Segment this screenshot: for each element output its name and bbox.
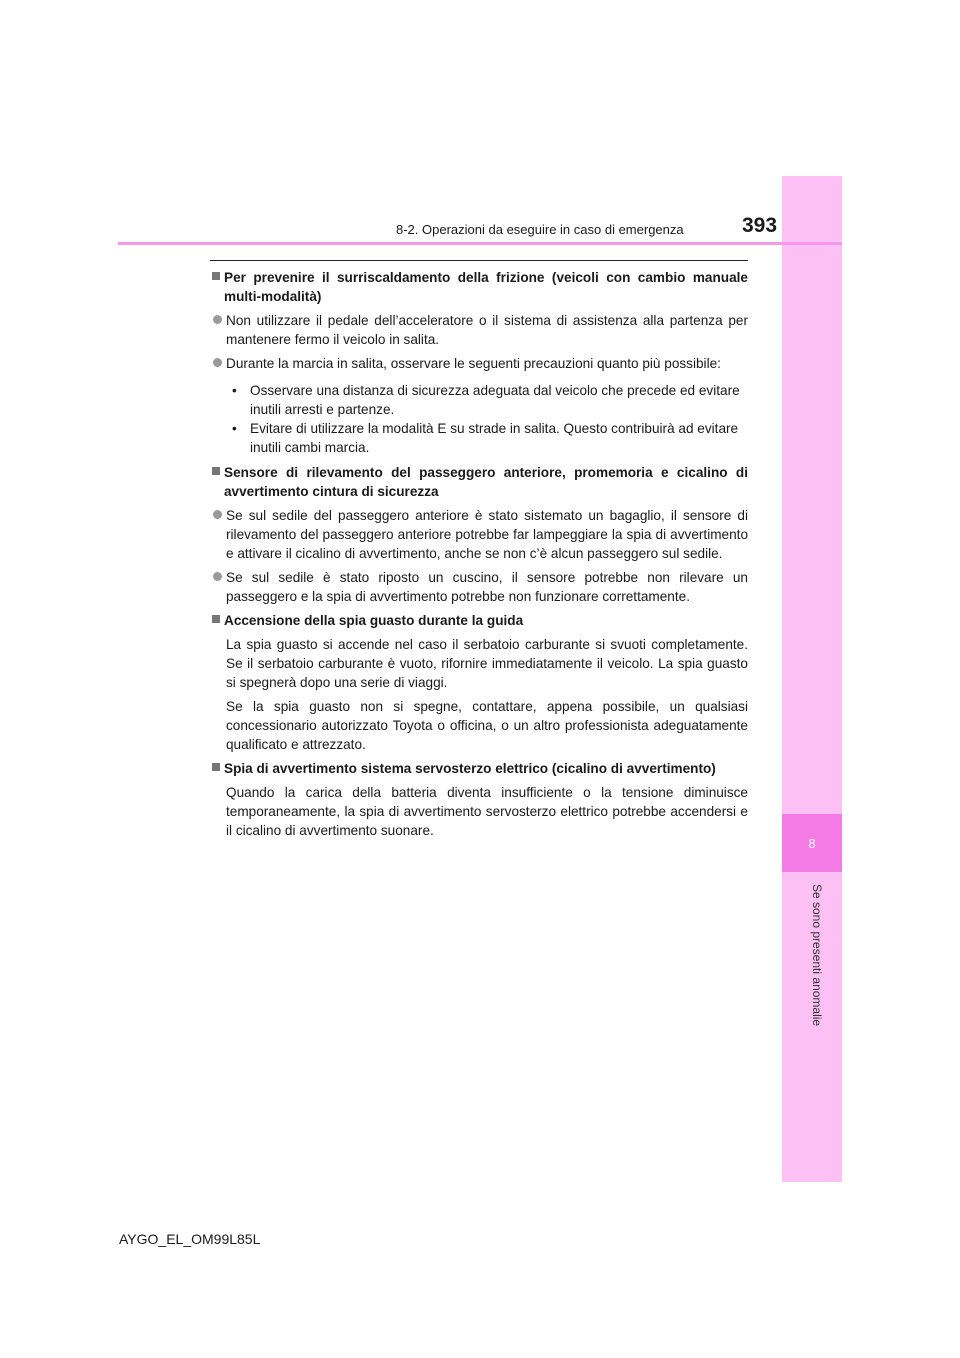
chapter-number-tab[interactable] (782, 814, 842, 872)
bullet-dot-icon (213, 315, 222, 324)
bullet-dot-icon (213, 510, 222, 519)
bullet-text: Se sul sedile del passeggero anteriore è stato sistemato un bagaglio, il sensore di rilevamento del passeggero anteriore potrebbe far lampeggiare la spia di avvertimento e attivare il cicalino di avvertimento, anche se non c’è alcun passeggero sul sedile. (226, 508, 748, 561)
bullet-item (210, 311, 748, 349)
content-divider (210, 260, 748, 261)
section-heading: Accensione della spia guasto durante la guida (210, 611, 748, 630)
bullet-item (210, 354, 748, 373)
paragraph: Se la spia guasto non si spegne, contattare, appena possibile, un qualsiasi concessionario autorizzato Toyota o officina, o un altro professionista adeguatamente qualificato e attrezzato. (226, 699, 748, 752)
bullet-item (210, 506, 748, 563)
header-divider (118, 242, 842, 245)
bullet-text: Se sul sedile è stato riposto un cuscino, il sensore potrebbe non rilevare un passeggero e la spia di avvertimento potrebbe non funzionare correttamente. (226, 570, 748, 604)
section-heading: Sensore di rilevamento del passeggero anteriore, promemoria e cicalino di avvertimento cintura di sicurezza (210, 463, 748, 501)
sub-item: • Evitare di utilizzare la modalità E su strade in salita. Questo contribuirà ad evitare inutili cambi marcia. (210, 419, 748, 457)
paragraph: Quando la carica della batteria diventa insufficiente o la tensione diminuisce temporaneamente, la spia di avvertimento servosterzo elettrico potrebbe accendersi e il cicalino di avvertimento suonare. (226, 785, 748, 838)
chapter-number: 8 (808, 835, 816, 851)
sub-list (210, 381, 748, 457)
page-content (210, 268, 748, 845)
bullet-text: Durante la marcia in salita, osservare le seguenti precauzioni quanto più possibile: (226, 356, 721, 371)
chapter-title-vertical: Se sono presenti anomalie (810, 884, 824, 1027)
document-code: AYGO_EL_OM99L85L (119, 1231, 261, 1247)
section-heading: Per prevenire il surriscaldamento della frizione (veicoli con cambio manuale multi-modalità) (210, 268, 748, 306)
section-title: 8-2. Operazioni da eseguire in caso di emergenza (396, 222, 684, 237)
bullet-dot-icon (213, 358, 222, 367)
bullet-item (210, 568, 748, 606)
sub-item: • Osservare una distanza di sicurezza adeguata dal veicolo che precede ed evitare inutili arresti e partenze. (210, 381, 748, 419)
section-heading: Spia di avvertimento sistema servosterzo elettrico (cicalino di avvertimento) (210, 759, 748, 778)
bullet-text: Non utilizzare il pedale dell’acceleratore o il sistema di assistenza alla partenza per mantenere fermo il veicolo in salita. (226, 313, 748, 347)
bullet-dot-icon (213, 572, 222, 581)
page-number: 393 (742, 214, 778, 237)
paragraph: La spia guasto si accende nel caso il serbatoio carburante si svuoti completamente. Se il serbatoio carburante è vuoto, rifornire immediatamente il veicolo. La spia guasto si spegnerà dopo una serie di viaggi. (226, 637, 748, 690)
